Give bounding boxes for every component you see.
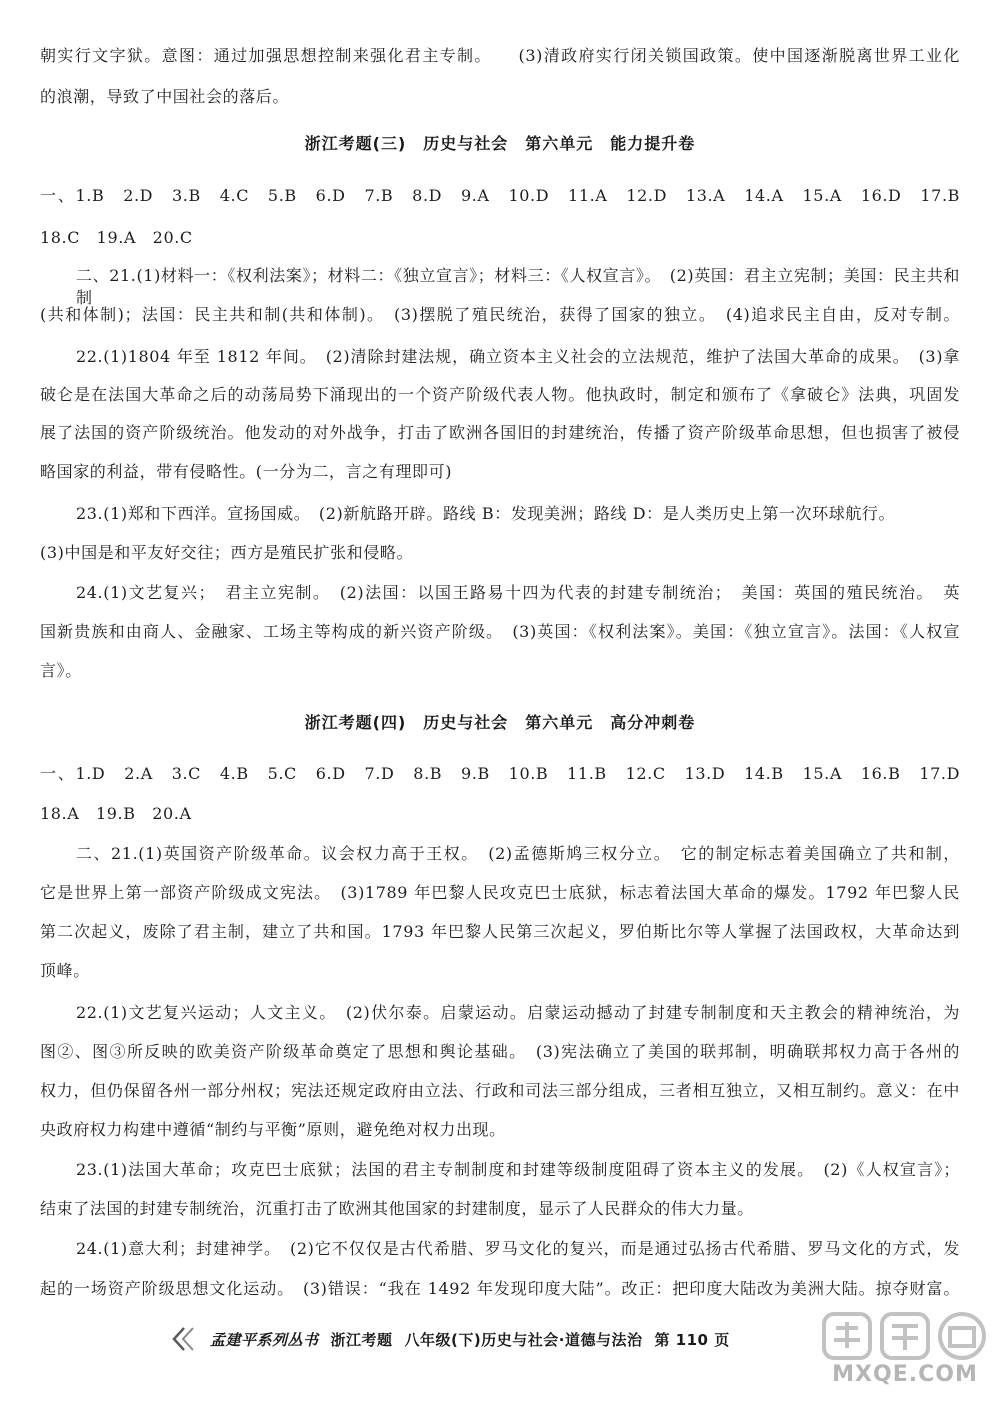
text-line: 结束了法国的封建专制统治，沉重打击了欧洲其他国家的封建制度，显示了人民群众的伟大力量。 bbox=[40, 1199, 754, 1218]
watermark bbox=[820, 1308, 990, 1394]
choice-answers-line: 一、1.D 2.A 3.C 4.B 5.C 6.D 7.D 8.B 9.B 10.B 11.B 12.C 13.D 14.B 15.A 16.B 17.D bbox=[40, 764, 960, 783]
choice-answers-line: 18.C 19.A 20.C bbox=[40, 228, 193, 247]
text-line: 的浪潮，导致了中国社会的落后。 bbox=[40, 87, 290, 106]
text-line: 23.(1)法国大革命；攻克巴士底狱；法国的君主专制制度和封建等级制度阻碍了资本主义的发展。 (2)《人权宣言》； bbox=[76, 1160, 960, 1179]
answer-circle-logo bbox=[820, 1308, 990, 1364]
text-line: 顶峰。 bbox=[40, 961, 90, 980]
text-line: 言》。 bbox=[40, 661, 82, 680]
series-name: 孟建平系列丛书 bbox=[210, 1331, 319, 1349]
text-line: 图②、图③所反映的欧美资产阶级革命奠定了思想和舆论基础。 (3)宪法确立了美国的联邦制，明确联邦权力高于各州的 bbox=[40, 1042, 960, 1061]
text-line: 展了法国的资产阶级统治。他发动的对外战争，打击了欧洲各国旧的封建统治，传播了资产阶级革命思想，但也损害了被侵 bbox=[40, 423, 960, 442]
watermark-url: MXQE.COM bbox=[832, 1362, 978, 1387]
choice-answers-line: 一、1.B 2.D 3.B 4.C 5.B 6.D 7.B 8.D 9.A 10.D 11.A 12.D 13.A 14.A 15.A 16.D 17.B bbox=[40, 186, 960, 205]
text-line: 它是世界上第一部资产阶级成文宪法。 (3)1789 年巴黎人民攻克巴士底狱，标志着法国大革命的爆发。1792 年巴黎人民 bbox=[40, 883, 960, 902]
text-line: 朝实行文字狱。意图：通过加强思想控制来强化君主专制。 (3)清政府实行闭关锁国政策。使中国逐渐脱离世界工业化 bbox=[40, 46, 960, 65]
double-chevron-left-icon bbox=[168, 1324, 198, 1354]
book-name: 浙江考题 bbox=[330, 1331, 393, 1349]
grade-subject: 八年级(下)历史与社会·道德与法治 bbox=[404, 1331, 643, 1349]
page-number: 第 110 页 bbox=[654, 1331, 730, 1349]
text-line: 二、21.(1)英国资产阶级革命。议会权力高于王权。 (2)孟德斯鸠三权分立。 它的制定标志着美国确立了共和制， bbox=[76, 844, 960, 863]
text-line: 略国家的利益，带有侵略性。(一分为二，言之有理即可) bbox=[40, 462, 453, 481]
text-line: 24.(1)意大利；封建神学。 (2)它不仅仅是古代希腊、罗马文化的复兴，而是通过弘扬古代希腊、罗马文化的方式，发 bbox=[76, 1239, 960, 1258]
text-line: 起的一场资产阶级思想文化运动。 (3)错误：“我在 1492 年发现印度大陆”。改正：把印度大陆改为美洲大陆。掠夺财富。 bbox=[40, 1279, 960, 1298]
text-line: 23.(1)郑和下西洋。宣扬国威。 (2)新航路开辟。路线 B：发现美洲；路线 D：是人类历史上第一次环球航行。 bbox=[76, 504, 896, 523]
text-line: 二、21.(1)材料一：《权利法案》；材料二：《独立宣言》；材料三：《人权宣言》。 (2)英国：君主立宪制；美国：民主共和制 bbox=[76, 266, 960, 307]
text-line: 权力，但仍保留各州一部分州权；宪法还规定政府由立法、行政和司法三部分组成，三者相互独立，又相互制约。意义：在中 bbox=[40, 1081, 960, 1100]
choice-answers-line: 18.A 19.B 20.A bbox=[40, 804, 192, 823]
text-line: 24.(1)文艺复兴； 君主立宪制。 (2)法国：以国王路易十四为代表的封建专制统治； 美国：英国的殖民统治。 英 bbox=[76, 583, 960, 602]
section-heading-3: 浙江考题(三) 历史与社会 第六单元 能力提升卷 bbox=[304, 134, 696, 153]
text-line: 第二次起义，废除了君主制，建立了共和国。1793 年巴黎人民第三次起义，罗伯斯比尔等人掌握了法国政权，大革命达到 bbox=[40, 922, 960, 941]
text-line: 央政府权力构建中遵循“制约与平衡”原则，避免绝对权力出现。 bbox=[40, 1120, 506, 1139]
text-line: (共和体制)；法国：民主共和制(共和体制)。 (3)摆脱了殖民统治，获得了国家的独立。 (4)追求民主自由，反对专制。 bbox=[40, 305, 960, 324]
text-line: (3)中国是和平友好交往；西方是殖民扩张和侵略。 bbox=[40, 543, 414, 562]
footer-text bbox=[210, 1329, 730, 1350]
text-line: 国新贵族和由商人、金融家、工场主等构成的新兴资产阶级。 (3)英国：《权利法案》。美国：《独立宣言》。法国：《人权宣 bbox=[40, 622, 960, 641]
text-line: 22.(1)1804 年至 1812 年间。 (2)清除封建法规，确立资本主义社会的立法规范，维护了法国大革命的成果。 (3)拿 bbox=[76, 347, 960, 366]
section-heading-4: 浙江考题(四) 历史与社会 第六单元 高分冲刺卷 bbox=[304, 713, 696, 732]
text-line: 22.(1)文艺复兴运动；人文主义。 (2)伏尔泰。启蒙运动。启蒙运动撼动了封建专制制度和天主教会的精神统治，为 bbox=[76, 1003, 960, 1022]
text-line: 破仑是在法国大革命之后的动荡局势下涌现出的一个资产阶级代表人物。他执政时，制定和颁布了《拿破仑》法典，巩固发 bbox=[40, 385, 960, 404]
